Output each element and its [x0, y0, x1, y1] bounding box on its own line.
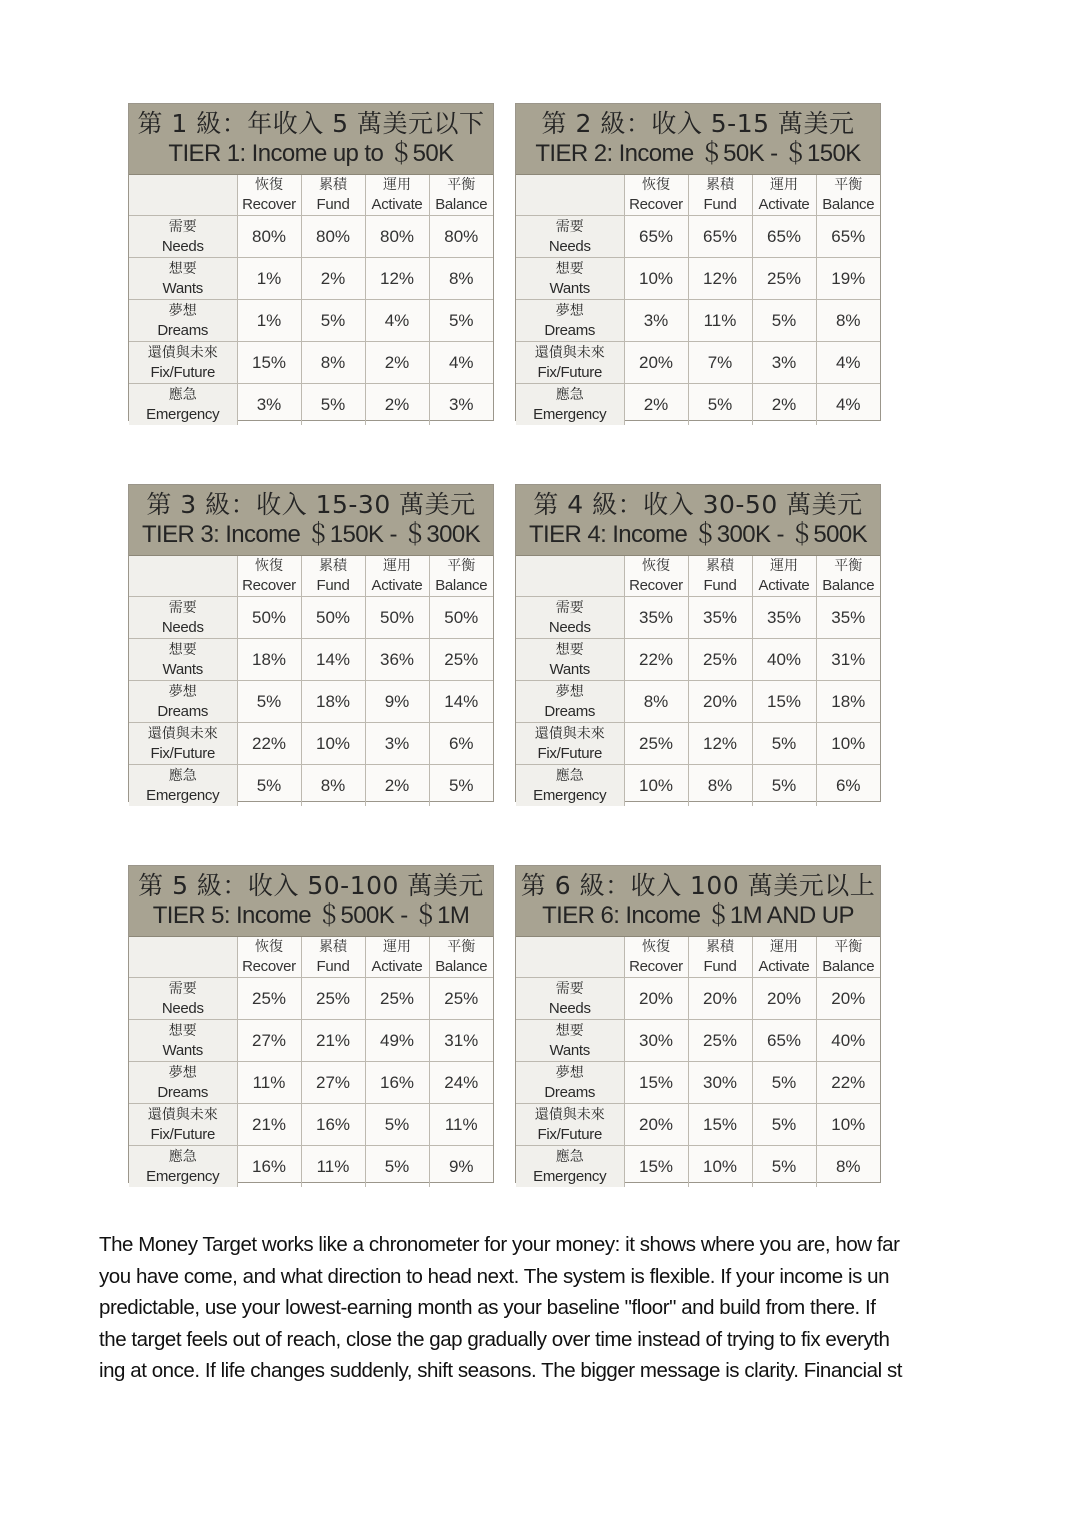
row-label-dreams: 夢想 Dreams [129, 681, 237, 723]
col-header-recover: 恢復 Recover [624, 556, 688, 597]
tier-3-table [128, 484, 494, 802]
row-dreams [516, 681, 880, 723]
value-cell: 18% [301, 681, 365, 723]
col-header-fund: 累積 Fund [688, 556, 752, 597]
value-cell: 30% [688, 1062, 752, 1104]
col-header-recover: 恢復 Recover [624, 937, 688, 978]
row-label-needs: 需要 Needs [129, 978, 237, 1020]
row-emergency [516, 1146, 880, 1188]
row-label-wants: 想要 Wants [516, 1020, 624, 1062]
value-cell: 8% [429, 258, 493, 300]
tier-1-header [129, 104, 493, 175]
row-label-fix-future: 還債與未來 Fix/Future [516, 342, 624, 384]
col-header-activate: 運用 Activate [365, 556, 429, 597]
corner-cell [129, 556, 237, 597]
value-cell: 25% [301, 978, 365, 1020]
value-cell: 15% [624, 1146, 688, 1188]
col-header-balance: 平衡 Balance [816, 937, 880, 978]
value-cell: 40% [752, 639, 816, 681]
row-dreams [516, 1062, 880, 1104]
col-header-fund: 累積 Fund [688, 937, 752, 978]
value-cell: 10% [816, 723, 880, 765]
value-cell: 5% [752, 1104, 816, 1146]
row-fix-future [129, 723, 493, 765]
paragraph-line: you have come, and what direction to head next. The system is flexible. If your income is un [99, 1264, 890, 1288]
row-label-emergency: 應急 Emergency [516, 1146, 624, 1188]
value-cell: 1% [237, 300, 301, 342]
row-label-dreams: 夢想 Dreams [516, 681, 624, 723]
value-cell: 25% [365, 978, 429, 1020]
tier-1-title-en: TIER 1: Income up to ＄50K [168, 140, 454, 167]
value-cell: 8% [816, 300, 880, 342]
value-cell: 4% [816, 384, 880, 426]
col-header-recover: 恢復 Recover [237, 937, 301, 978]
row-dreams [129, 681, 493, 723]
value-cell: 10% [624, 765, 688, 807]
row-needs [516, 216, 880, 258]
tier-6-title-en: TIER 6: Income ＄1M AND UP [542, 902, 854, 929]
value-cell: 65% [688, 216, 752, 258]
value-cell: 7% [688, 342, 752, 384]
value-cell: 5% [752, 300, 816, 342]
value-cell: 11% [688, 300, 752, 342]
value-cell: 4% [429, 342, 493, 384]
tier-2-table [515, 103, 881, 421]
value-cell: 40% [816, 1020, 880, 1062]
col-header-fund: 累積 Fund [301, 937, 365, 978]
value-cell: 3% [752, 342, 816, 384]
value-cell: 11% [301, 1146, 365, 1188]
col-header-fund: 累積 Fund [688, 175, 752, 216]
value-cell: 8% [624, 681, 688, 723]
value-cell: 22% [237, 723, 301, 765]
row-needs [516, 978, 880, 1020]
value-cell: 9% [365, 681, 429, 723]
value-cell: 36% [365, 639, 429, 681]
value-cell: 18% [237, 639, 301, 681]
value-cell: 30% [624, 1020, 688, 1062]
value-cell: 5% [237, 681, 301, 723]
value-cell: 8% [301, 342, 365, 384]
value-cell: 5% [429, 300, 493, 342]
value-cell: 19% [816, 258, 880, 300]
value-cell: 20% [688, 681, 752, 723]
value-cell: 27% [237, 1020, 301, 1062]
value-cell: 3% [429, 384, 493, 426]
value-cell: 80% [237, 216, 301, 258]
col-header-activate: 運用 Activate [752, 175, 816, 216]
corner-cell [516, 937, 624, 978]
value-cell: 5% [365, 1146, 429, 1188]
value-cell: 12% [688, 723, 752, 765]
row-label-fix-future: 還債與未來 Fix/Future [516, 1104, 624, 1146]
row-label-emergency: 應急 Emergency [129, 1146, 237, 1188]
row-label-fix-future: 還債與未來 Fix/Future [129, 723, 237, 765]
row-needs [129, 216, 493, 258]
corner-cell [516, 556, 624, 597]
row-dreams [129, 300, 493, 342]
value-cell: 8% [688, 765, 752, 807]
value-cell: 10% [301, 723, 365, 765]
corner-cell [129, 175, 237, 216]
value-cell: 5% [301, 300, 365, 342]
value-cell: 10% [688, 1146, 752, 1188]
row-fix-future [516, 1104, 880, 1146]
row-label-needs: 需要 Needs [129, 597, 237, 639]
value-cell: 3% [624, 300, 688, 342]
value-cell: 1% [237, 258, 301, 300]
col-header-balance: 平衡 Balance [429, 937, 493, 978]
value-cell: 25% [429, 639, 493, 681]
value-cell: 27% [301, 1062, 365, 1104]
col-header-balance: 平衡 Balance [429, 175, 493, 216]
value-cell: 35% [688, 597, 752, 639]
row-needs [516, 597, 880, 639]
value-cell: 21% [237, 1104, 301, 1146]
value-cell: 6% [816, 765, 880, 807]
value-cell: 5% [301, 384, 365, 426]
tier-1-title-zh: 第 1 級：年收入 5 萬美元以下 [137, 109, 485, 138]
tier-6-header [516, 866, 880, 937]
corner-cell [129, 937, 237, 978]
col-header-fund: 累積 Fund [301, 175, 365, 216]
row-needs [129, 597, 493, 639]
value-cell: 20% [624, 978, 688, 1020]
value-cell: 2% [301, 258, 365, 300]
col-header-recover: 恢復 Recover [237, 175, 301, 216]
value-cell: 65% [624, 216, 688, 258]
value-cell: 5% [429, 765, 493, 807]
row-label-emergency: 應急 Emergency [129, 384, 237, 426]
value-cell: 4% [365, 300, 429, 342]
value-cell: 25% [688, 1020, 752, 1062]
value-cell: 50% [365, 597, 429, 639]
row-label-needs: 需要 Needs [516, 978, 624, 1020]
value-cell: 5% [752, 765, 816, 807]
value-cell: 2% [752, 384, 816, 426]
value-cell: 20% [816, 978, 880, 1020]
col-header-balance: 平衡 Balance [429, 556, 493, 597]
value-cell: 35% [816, 597, 880, 639]
tier-1-table [128, 103, 494, 421]
value-cell: 16% [301, 1104, 365, 1146]
row-emergency [516, 765, 880, 807]
row-label-dreams: 夢想 Dreams [129, 300, 237, 342]
row-label-needs: 需要 Needs [516, 216, 624, 258]
tier-5-header [129, 866, 493, 937]
value-cell: 2% [624, 384, 688, 426]
paragraph-line: predictable, use your lowest-earning month as your baseline "floor" and build from there. If [99, 1296, 876, 1319]
value-cell: 16% [237, 1146, 301, 1188]
row-label-dreams: 夢想 Dreams [516, 300, 624, 342]
row-label-emergency: 應急 Emergency [516, 765, 624, 807]
row-wants [516, 639, 880, 681]
value-cell: 14% [429, 681, 493, 723]
value-cell: 20% [624, 1104, 688, 1146]
value-cell: 49% [365, 1020, 429, 1062]
value-cell: 8% [816, 1146, 880, 1188]
row-wants [516, 1020, 880, 1062]
row-needs [129, 978, 493, 1020]
value-cell: 6% [429, 723, 493, 765]
value-cell: 31% [429, 1020, 493, 1062]
row-emergency [129, 384, 493, 426]
value-cell: 11% [237, 1062, 301, 1104]
value-cell: 5% [365, 1104, 429, 1146]
tier-3-title-en: TIER 3: Income ＄150K - ＄300K [141, 521, 481, 548]
body-paragraph [99, 1229, 999, 1387]
value-cell: 18% [816, 681, 880, 723]
value-cell: 80% [301, 216, 365, 258]
value-cell: 22% [816, 1062, 880, 1104]
row-label-emergency: 應急 Emergency [129, 765, 237, 807]
col-header-fund: 累積 Fund [301, 556, 365, 597]
col-header-balance: 平衡 Balance [816, 175, 880, 216]
value-cell: 12% [688, 258, 752, 300]
col-header-activate: 運用 Activate [365, 175, 429, 216]
row-label-emergency: 應急 Emergency [516, 384, 624, 426]
value-cell: 5% [752, 723, 816, 765]
value-cell: 2% [365, 342, 429, 384]
value-cell: 21% [301, 1020, 365, 1062]
row-dreams [129, 1062, 493, 1104]
tier-6-title-zh: 第 6 級：收入 100 萬美元以上 [520, 871, 876, 900]
value-cell: 12% [365, 258, 429, 300]
row-label-fix-future: 還債與未來 Fix/Future [129, 1104, 237, 1146]
value-cell: 20% [752, 978, 816, 1020]
row-fix-future [129, 342, 493, 384]
row-label-fix-future: 還債與未來 Fix/Future [516, 723, 624, 765]
value-cell: 5% [237, 765, 301, 807]
col-header-recover: 恢復 Recover [237, 556, 301, 597]
value-cell: 25% [752, 258, 816, 300]
tier-3-title-zh: 第 3 級：收入 15-30 萬美元 [146, 490, 476, 519]
value-cell: 5% [752, 1062, 816, 1104]
tier-6-table [515, 865, 881, 1183]
value-cell: 2% [365, 384, 429, 426]
value-cell: 65% [752, 216, 816, 258]
value-cell: 65% [816, 216, 880, 258]
value-cell: 16% [365, 1062, 429, 1104]
value-cell: 20% [688, 978, 752, 1020]
value-cell: 10% [816, 1104, 880, 1146]
row-wants [129, 258, 493, 300]
tier-4-title-zh: 第 4 級：收入 30-50 萬美元 [533, 490, 863, 519]
value-cell: 8% [301, 765, 365, 807]
value-cell: 25% [688, 639, 752, 681]
row-wants [129, 639, 493, 681]
tier-4-title-en: TIER 4: Income ＄300K - ＄500K [528, 521, 868, 548]
value-cell: 3% [365, 723, 429, 765]
value-cell: 25% [624, 723, 688, 765]
row-label-needs: 需要 Needs [516, 597, 624, 639]
value-cell: 11% [429, 1104, 493, 1146]
row-wants [516, 258, 880, 300]
row-label-fix-future: 還債與未來 Fix/Future [129, 342, 237, 384]
row-emergency [516, 384, 880, 426]
col-header-balance: 平衡 Balance [816, 556, 880, 597]
value-cell: 65% [752, 1020, 816, 1062]
value-cell: 35% [624, 597, 688, 639]
row-wants [129, 1020, 493, 1062]
tier-2-title-en: TIER 2: Income ＄50K - ＄150K [535, 140, 861, 167]
tier-5-title-en: TIER 5: Income ＄500K - ＄1M [152, 902, 470, 929]
value-cell: 15% [237, 342, 301, 384]
tier-5-table [128, 865, 494, 1183]
row-fix-future [516, 723, 880, 765]
row-label-wants: 想要 Wants [129, 639, 237, 681]
col-header-activate: 運用 Activate [365, 937, 429, 978]
tier-3-header [129, 485, 493, 556]
value-cell: 22% [624, 639, 688, 681]
value-cell: 50% [429, 597, 493, 639]
row-emergency [129, 1146, 493, 1188]
value-cell: 15% [752, 681, 816, 723]
value-cell: 9% [429, 1146, 493, 1188]
col-header-activate: 運用 Activate [752, 556, 816, 597]
value-cell: 10% [624, 258, 688, 300]
value-cell: 15% [624, 1062, 688, 1104]
col-header-recover: 恢復 Recover [624, 175, 688, 216]
row-emergency [129, 765, 493, 807]
value-cell: 31% [816, 639, 880, 681]
value-cell: 25% [237, 978, 301, 1020]
tier-2-title-zh: 第 2 級：收入 5-15 萬美元 [541, 109, 855, 138]
paragraph-line: The Money Target works like a chronometer for your money: it shows where you are, how far [99, 1233, 900, 1256]
tier-2-header [516, 104, 880, 175]
value-cell: 80% [429, 216, 493, 258]
row-dreams [516, 300, 880, 342]
col-header-activate: 運用 Activate [752, 937, 816, 978]
value-cell: 50% [237, 597, 301, 639]
paragraph-line: the target feels out of reach, close the gap gradually over time instead of trying to fix everyth [99, 1327, 890, 1351]
value-cell: 2% [365, 765, 429, 807]
value-cell: 5% [688, 384, 752, 426]
value-cell: 20% [624, 342, 688, 384]
row-fix-future [516, 342, 880, 384]
tier-4-table [515, 484, 881, 802]
value-cell: 4% [816, 342, 880, 384]
row-label-needs: 需要 Needs [129, 216, 237, 258]
row-label-dreams: 夢想 Dreams [129, 1062, 237, 1104]
value-cell: 25% [429, 978, 493, 1020]
corner-cell [516, 175, 624, 216]
row-fix-future [129, 1104, 493, 1146]
row-label-wants: 想要 Wants [129, 258, 237, 300]
value-cell: 14% [301, 639, 365, 681]
value-cell: 24% [429, 1062, 493, 1104]
value-cell: 15% [688, 1104, 752, 1146]
row-label-wants: 想要 Wants [129, 1020, 237, 1062]
value-cell: 80% [365, 216, 429, 258]
value-cell: 50% [301, 597, 365, 639]
value-cell: 5% [752, 1146, 816, 1188]
paragraph-line: ing at once. If life changes suddenly, shift seasons. The bigger message is clarity. Financial st [99, 1359, 902, 1382]
row-label-wants: 想要 Wants [516, 258, 624, 300]
row-label-wants: 想要 Wants [516, 639, 624, 681]
value-cell: 3% [237, 384, 301, 426]
tier-4-header [516, 485, 880, 556]
value-cell: 35% [752, 597, 816, 639]
row-label-dreams: 夢想 Dreams [516, 1062, 624, 1104]
tier-5-title-zh: 第 5 級：收入 50-100 萬美元 [138, 871, 484, 900]
